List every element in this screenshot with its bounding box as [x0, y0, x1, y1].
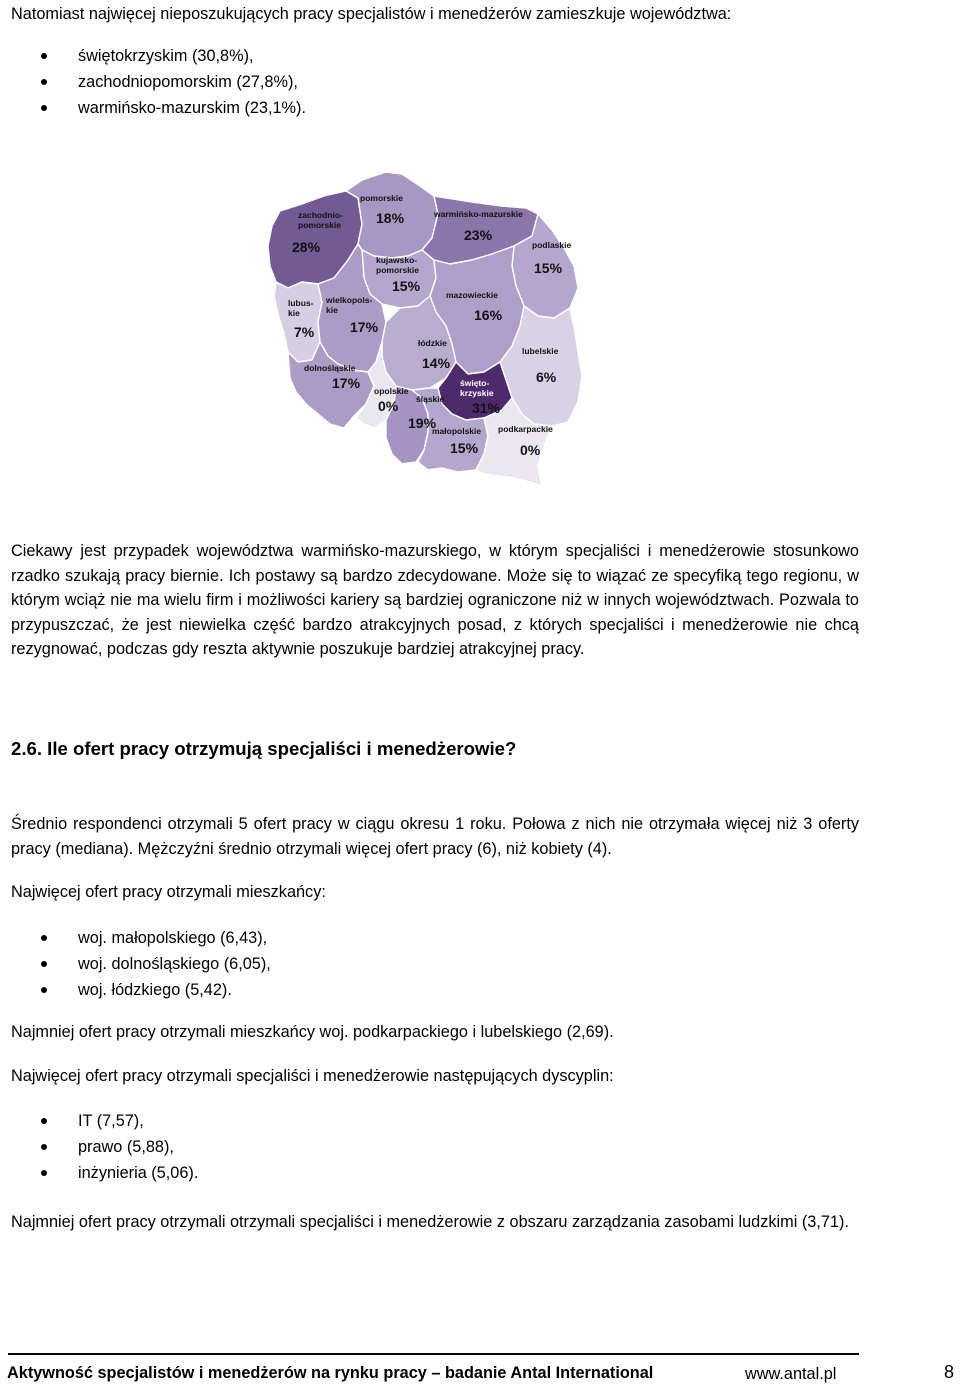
- label-warminsko-mazurskie: warmińsko-mazurskie: [434, 209, 523, 219]
- label-kujawsko: kujawsko-: [376, 255, 418, 265]
- label-opolskie: opolskie: [374, 386, 409, 396]
- list-item: świętokrzyskim (30,8%),: [0, 43, 306, 69]
- region-lubuskie: [274, 282, 322, 362]
- list-item: woj. łódzkiego (5,42).: [0, 977, 271, 1003]
- disciplines-list: [0, 1108, 198, 1186]
- label-lubuskie-2: kie: [288, 308, 300, 318]
- pct-warminsko-mazurskie: 23%: [464, 227, 493, 243]
- label-zachodniopomorskie: zachodnio-: [298, 210, 343, 220]
- label-dolnoslaskie: dolnośląskie: [304, 363, 356, 373]
- voivodeship-list: [0, 43, 306, 121]
- list-item: prawo (5,88),: [0, 1134, 198, 1160]
- footer-divider: [8, 1353, 859, 1355]
- label-wielkopolskie-2: kie: [326, 305, 338, 315]
- page-number: 8: [944, 1362, 955, 1382]
- pct-podkarpackie: 0%: [520, 442, 541, 458]
- paragraph-warmia: Ciekawy jest przypadek województwa warmińsko-mazurskiego, w którym specjaliści i menedżerowie stosunkowo rzadko szukają pracy biernie. Ich postawy są bardzo zdecydowane. Może się to wiązać ze specyfiką tego regionu, w którym wciąż nie ma wielu firm i możliwości kariery są bardziej ograniczone niż w innych województwach. Pozwala to przypuszczać, że jest niewielka część bardzo atrakcyjnych posad, z których specjaliści i menedżerowie nie chcą rezygnować, podczas gdy reszta aktywnie poszukuje bardziej atrakcyjnej pracy.: [11, 542, 859, 658]
- pct-slaskie: 19%: [408, 415, 437, 431]
- residents-list: [0, 925, 271, 1003]
- label-pomorskie: pomorskie: [360, 193, 403, 203]
- pct-pomorskie: 18%: [376, 210, 405, 226]
- paragraph-average-offers: Średnio respondenci otrzymali 5 ofert pracy w ciągu okresu 1 roku. Połowa z nich nie otrzymała więcej niż 3 oferty pracy (mediana). Mężczyźni średnio otrzymali więcej ofert pracy (6), niż kobiety (4).: [11, 815, 859, 858]
- pct-lubelskie: 6%: [536, 369, 557, 385]
- list-item: IT (7,57),: [0, 1108, 198, 1134]
- pct-podlaskie: 15%: [534, 260, 563, 276]
- label-lubuskie: lubus-: [288, 298, 314, 308]
- label-podlaskie: podlaskie: [532, 240, 572, 250]
- label-malopolskie: małopolskie: [432, 426, 482, 436]
- paragraph-hr: Najmniej ofert pracy otrzymali otrzymali specjaliści i menedżerowie z obszaru zarządzania zasobami ludzkimi (3,71).: [11, 1213, 849, 1231]
- label-swietokrzyskie: święto-: [460, 378, 490, 388]
- label-mazowieckie: mazowieckie: [446, 290, 498, 300]
- pct-mazowieckie: 16%: [474, 307, 503, 323]
- pct-zachodniopomorskie: 28%: [292, 239, 321, 255]
- section-heading: 2.6. Ile ofert pracy otrzymują specjaliści i menedżerowie?: [11, 738, 517, 759]
- list-item: inżynieria (5,06).: [0, 1160, 198, 1186]
- pct-lubuskie: 7%: [294, 324, 315, 340]
- pct-kujawsko-pomorskie: 15%: [392, 278, 421, 294]
- least-offers-residents-text: Najmniej ofert pracy otrzymali mieszkańcy woj. podkarpackiego i lubelskiego (2,69).: [11, 1023, 614, 1041]
- most-offers-disciplines-text: Najwięcej ofert pracy otrzymali specjaliści i menedżerowie następujących dyscyplin:: [11, 1067, 614, 1085]
- label-zachodniopomorskie-2: pomorskie: [298, 220, 341, 230]
- label-podkarpackie: podkarpackie: [498, 424, 553, 434]
- label-slaskie: śląskie: [416, 394, 445, 404]
- most-offers-residents-text: Najwięcej ofert pracy otrzymali mieszkańcy:: [11, 883, 326, 901]
- footer-title: Aktywność specjalistów i menedżerów na rynku pracy – badanie Antal International: [7, 1364, 654, 1382]
- pct-wielkopolskie: 17%: [350, 319, 379, 335]
- intro-text: Natomiast najwięcej nieposzukujących pracy specjalistów i menedżerów zamieszkuje województwa:: [11, 5, 732, 23]
- pct-malopolskie: 15%: [450, 440, 479, 456]
- pct-swietokrzyskie: 31%: [472, 400, 501, 416]
- label-swietokrzyskie-2: krzyskie: [460, 388, 494, 398]
- list-item: woj. małopolskiego (6,43),: [0, 925, 271, 951]
- poland-map: [262, 166, 592, 492]
- list-item: warmińsko-mazurskim (23,1%).: [0, 95, 306, 121]
- label-lubelskie: lubelskie: [522, 346, 559, 356]
- pct-dolnoslaskie: 17%: [332, 375, 361, 391]
- label-wielkopolskie: wielkopols-: [326, 295, 373, 305]
- pct-lodzkie: 14%: [422, 355, 451, 371]
- pct-opolskie: 0%: [378, 398, 399, 414]
- list-item: zachodniopomorskim (27,8%),: [0, 69, 306, 95]
- footer-url[interactable]: www.antal.pl: [745, 1365, 837, 1383]
- label-kujawsko-2: pomorskie: [376, 265, 419, 275]
- list-item: woj. dolnośląskiego (6,05),: [0, 951, 271, 977]
- label-lodzkie: łódzkie: [418, 338, 447, 348]
